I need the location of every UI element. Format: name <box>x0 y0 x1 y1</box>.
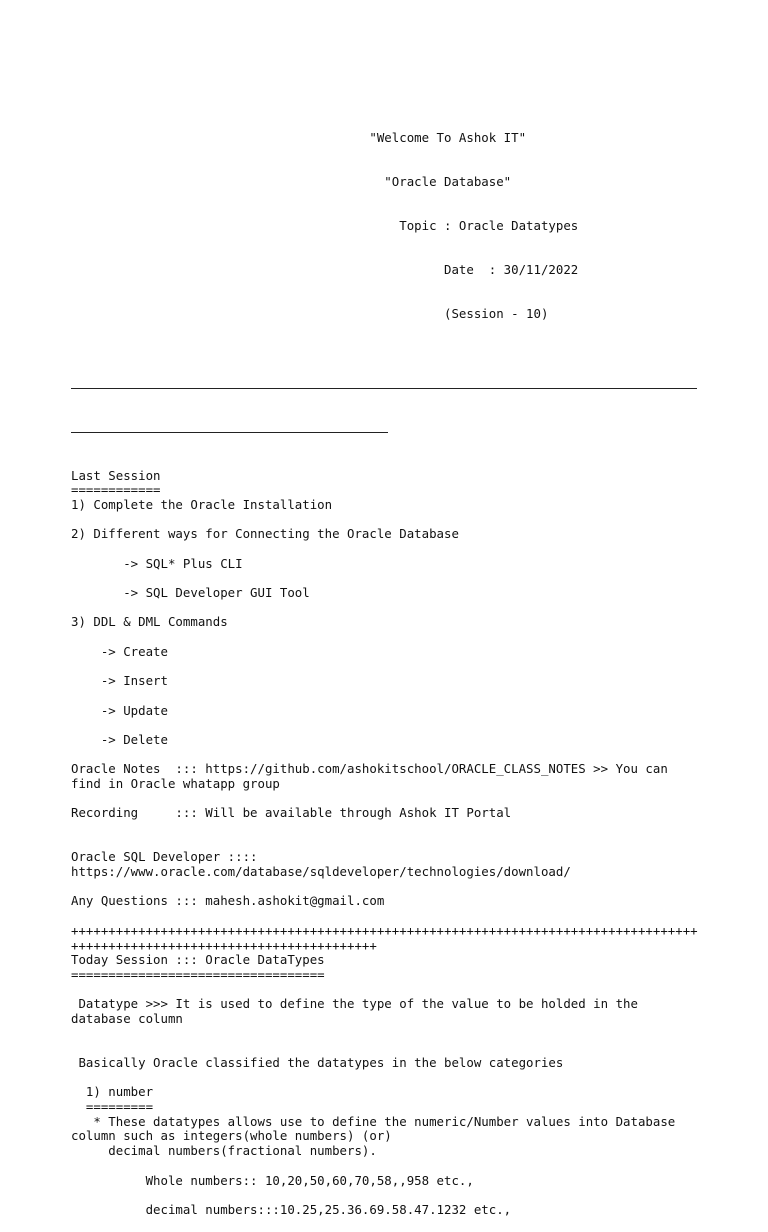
text-line: Datatype >>> It is used to define the type of the value to be holded in the <box>71 996 638 1012</box>
text-line <box>71 1041 711 1056</box>
text-line <box>71 821 711 836</box>
text-line: Last Session <box>71 467 161 483</box>
text-line: Whole numbers:: 10,20,50,60,70,58,,958 etc., <box>71 1172 474 1188</box>
text-line <box>71 718 711 733</box>
text-line: -> Create <box>71 643 168 659</box>
text-line <box>71 689 711 704</box>
text-line: decimal numbers:::10.25,25.36.69.58.47.1232 etc., <box>71 1201 512 1217</box>
text-line: find in Oracle whatapp group <box>71 775 280 791</box>
text-line: Recording ::: Will be available through Ashok IT Portal <box>71 805 512 821</box>
text-line: Oracle Notes ::: https://github.com/ashokitschool/ORACLE_CLASS_NOTES >> You can <box>71 761 668 777</box>
header-line-topic: Topic : Oracle Datatypes <box>71 218 579 233</box>
text-line <box>71 1159 711 1174</box>
text-line: -> Update <box>71 702 168 718</box>
text-line <box>71 1027 711 1042</box>
text-line: 2) Different ways for Connecting the Oracle Database <box>71 526 459 542</box>
document-header <box>71 101 711 351</box>
text-line <box>71 659 711 674</box>
document-page <box>71 72 711 1232</box>
text-line: column such as integers(whole numbers) (or) <box>71 1128 392 1144</box>
text-line: 3) DDL & DML Commands <box>71 614 228 630</box>
text-line: ========= <box>71 1099 154 1115</box>
text-line: Today Session ::: Oracle DataTypes <box>71 952 325 968</box>
text-line: -> SQL* Plus CLI <box>71 555 243 571</box>
text-line: +++++++++++++++++++++++++++++++++++++++++ <box>71 937 377 953</box>
text-line <box>71 630 711 645</box>
text-line <box>71 571 711 586</box>
text-line: decimal numbers(fractional numbers). <box>71 1143 377 1159</box>
text-line: Basically Oracle classified the datatypes in the below categories <box>71 1055 564 1070</box>
text-line: 1) number <box>71 1084 154 1100</box>
text-line <box>71 748 711 763</box>
text-line <box>71 1188 711 1203</box>
horizontal-rule-continuation <box>71 432 388 433</box>
document-body <box>71 469 711 1218</box>
text-line <box>71 983 711 998</box>
text-line <box>71 909 711 924</box>
text-line <box>71 836 711 851</box>
header-line-session: (Session - 10) <box>71 306 549 322</box>
header-line-subject: "Oracle Database" <box>71 173 512 189</box>
text-line: https://www.oracle.com/database/sqldeveloper/technologies/download/ <box>71 864 571 880</box>
text-line: Oracle SQL Developer :::: <box>71 849 258 865</box>
text-line <box>71 880 711 895</box>
text-line <box>71 1071 711 1086</box>
text-line: * These datatypes allows use to define the numeric/Number values into Database <box>71 1113 676 1129</box>
text-line: ================================== <box>71 966 325 982</box>
text-line: -> SQL Developer GUI Tool <box>71 585 310 600</box>
text-line <box>71 792 711 807</box>
text-line: database column <box>71 1010 183 1026</box>
text-line <box>71 513 711 528</box>
header-line-date: Date : 30/11/2022 <box>71 262 579 278</box>
text-line: ++++++++++++++++++++++++++++++++++++++++++++++++++++++++++++++++++++++++++++++++++++ <box>71 922 698 938</box>
text-line: 1) Complete the Oracle Installation <box>71 496 333 512</box>
header-line-title: "Welcome To Ashok IT" <box>71 129 527 145</box>
text-line: -> Insert <box>71 673 168 689</box>
text-line <box>71 601 711 616</box>
text-line <box>71 542 711 557</box>
text-line: ============ <box>71 482 161 498</box>
text-line: Any Questions ::: mahesh.ashokit@gmail.com <box>71 893 385 909</box>
text-line: -> Delete <box>71 731 168 747</box>
horizontal-rule <box>71 388 697 389</box>
